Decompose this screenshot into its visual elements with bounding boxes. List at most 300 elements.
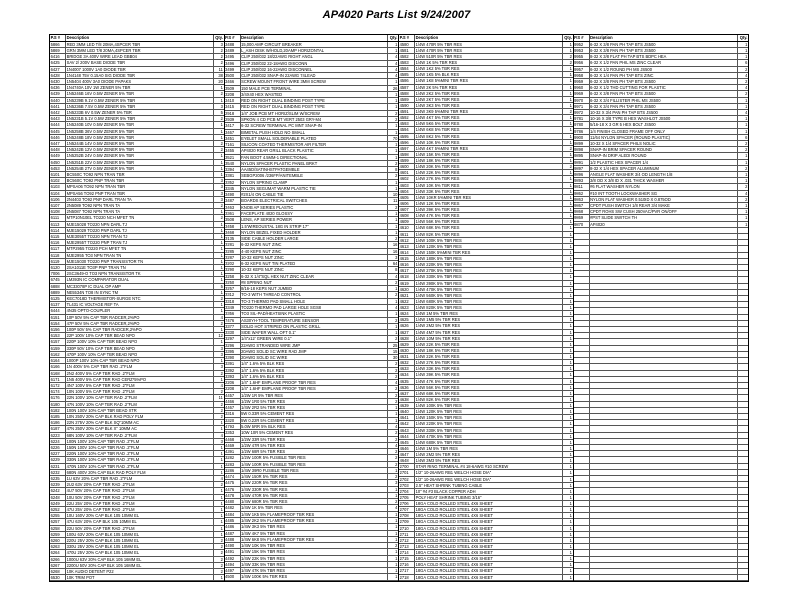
part-quantity: 4: [395, 54, 398, 60]
part-quantity: 1: [220, 128, 223, 134]
part-description: [590, 308, 739, 313]
part-number: 6101: [50, 172, 66, 177]
part-quantity: [738, 389, 748, 394]
part-number: 4639: [399, 403, 415, 408]
part-number: 9960: [574, 85, 590, 90]
part-quantity: [738, 569, 748, 574]
part-description: 2N2 400V 5% CAP TBR RAD .2"FLM: [66, 371, 214, 376]
part-number: [574, 476, 590, 481]
part-description: 1/2W 68R 5% TBR RES: [241, 449, 389, 454]
part-number: 2711: [399, 532, 415, 537]
part-number: 6428: [50, 73, 66, 78]
part-description: [590, 246, 739, 251]
part-number: 3297: [225, 336, 241, 341]
part-quantity: 2: [395, 204, 398, 210]
part-number: 6229: [50, 457, 66, 462]
part-description: 1/4W 22K 5% TBR RES: [415, 170, 563, 175]
part-description: 6-32 SCREW TERMINAL PC MNT SNAP-IN: [241, 123, 389, 128]
part-number: 9898: [574, 147, 590, 152]
part-quantity: 2: [220, 60, 223, 66]
part-quantity: 1: [569, 292, 572, 298]
part-number: 6416: [50, 54, 66, 59]
part-description: KNOB AP SERIES PLASTIC: [241, 205, 389, 210]
part-number: 9952: [574, 42, 590, 47]
part-number: 6151: [50, 315, 66, 320]
part-description: 1/4W 56K 5% TBR RES: [415, 385, 563, 390]
part-number: 3508: [225, 217, 241, 222]
part-description: 470U 25V 20% CAP BLK 105 10MM EL: [66, 550, 214, 555]
part-description: NYLON BEZEL FIXED HOLDER: [241, 230, 389, 235]
part-description: [590, 383, 739, 388]
part-number: 3521: [225, 155, 241, 160]
part-quantity: 1: [569, 188, 572, 194]
part-description: [590, 445, 739, 450]
part-quantity: [738, 439, 748, 444]
part-quantity: [738, 526, 748, 531]
part-quantity: [738, 315, 748, 320]
part-number: 6115: [50, 234, 66, 239]
part-number: 2718: [399, 575, 415, 580]
part-description: SILICON COATED THERMISTOR AIR FILTER: [241, 142, 389, 147]
part-description: #2X1/4 ON CABLE TIE: [241, 192, 389, 197]
part-description: 1/4" 1.6% 5% BLK RES: [241, 361, 389, 366]
part-number: 4648: [399, 458, 415, 463]
part-quantity: 1: [569, 415, 572, 421]
part-quantity: 1: [569, 507, 572, 513]
table-row: [399, 575, 573, 581]
part-quantity: 1: [220, 302, 223, 308]
part-number: 3250: [225, 280, 241, 285]
part-quantity: 2: [395, 499, 398, 505]
part-description: 1/4W 4K7 5%MINI TBR RES: [415, 146, 563, 151]
part-description: 18GA COLD ROLLED STEEL 4X6 SHEET: [415, 532, 563, 537]
part-description: 1/4W 1K 5% TBR RES: [415, 60, 563, 65]
part-number: 6439: [50, 91, 66, 96]
part-number: [574, 371, 590, 376]
part-description: 10-32 X 1/4 SPACER PHILS NOLIC: [590, 141, 739, 146]
part-number: 6154: [50, 321, 66, 326]
part-description: 4U7 50V 20% CAP TBR RAD .2"FLM: [66, 488, 214, 493]
part-quantity: 1: [745, 153, 748, 159]
part-description: [590, 569, 739, 574]
part-description: 2N5087 TO92 NPN TRAN TA: [66, 209, 214, 214]
part-quantity: 2: [395, 398, 398, 404]
part-description: 1/4W 6K8 5% TBR RES: [415, 127, 563, 132]
part-description: 1N5246B 16V 0.5W ZENER 5% TBR: [66, 91, 214, 96]
part-number: [574, 346, 590, 351]
part-number: 6156: [50, 327, 66, 332]
part-description: 1/4W 15K 5% TBR RES: [241, 549, 389, 554]
part-description: [590, 433, 739, 438]
part-number: 3285: [225, 249, 241, 254]
part-quantity: 5: [220, 283, 223, 289]
part-quantity: 1: [569, 66, 572, 72]
part-quantity: 1: [395, 530, 398, 536]
part-quantity: 1: [220, 271, 223, 277]
part-description: 150N 100V 10% CAP TBR RAD .2"FLM: [66, 445, 214, 450]
part-quantity: 1: [569, 280, 572, 286]
part-description: 1/4W 27K 5% TBR RES: [415, 176, 563, 181]
part-quantity: 1: [569, 286, 572, 292]
part-number: 3500: [225, 73, 241, 78]
part-number: 3451: [225, 136, 241, 141]
part-description: [590, 290, 739, 295]
part-description: #PST SLIDE SWITCH TH: [590, 215, 739, 220]
part-number: 6255: [50, 513, 66, 518]
part-description: 220N 100V 10% CAP TBR RAD .2"FLM: [66, 451, 214, 456]
part-quantity: [738, 284, 748, 289]
part-description: TO-3 WITH THREAD CONTROL: [241, 292, 389, 297]
part-number: 4494: [225, 562, 241, 567]
part-quantity: 1: [220, 165, 223, 171]
part-number: 2716: [399, 562, 415, 567]
part-description: 1/4W 680K 5% TBR RES: [415, 440, 563, 445]
part-quantity: 1: [569, 47, 572, 53]
part-description: 1/4W 680R 5% TBR RES: [241, 499, 389, 504]
part-description: 1/4W 2M2 5% TBR RES: [415, 452, 563, 457]
part-quantity: 1: [569, 347, 572, 353]
part-number: 3135: [225, 236, 241, 241]
part-description: 1/4W 10KR 5%MINI TBR RES: [415, 195, 563, 200]
part-description: 20AWG SOLID SC WIRE: [241, 355, 389, 360]
part-number: 9955: [574, 54, 590, 59]
part-number: [574, 563, 590, 568]
part-description: [590, 271, 739, 276]
part-quantity: [738, 296, 748, 301]
part-description: 4-40 KEPS NUT ZINC: [241, 249, 389, 254]
part-description: 1/2W 47R 5% TBR RES: [241, 443, 389, 448]
part-description: NYLON SEGUMAT WARM PLASTIC TIE: [241, 186, 389, 191]
part-quantity: 5: [220, 109, 223, 115]
part-description: [590, 265, 739, 270]
part-quantity: 1: [569, 249, 572, 255]
part-quantity: 2: [395, 367, 398, 373]
part-description: 1/4W 330R 5% TBR RES: [241, 487, 389, 492]
part-quantity: 1: [569, 531, 572, 537]
part-quantity: 1: [220, 209, 223, 215]
part-description: NYLON SPACER PLASTIC PANEL BRKT: [241, 161, 389, 166]
part-description: 1/4"x12' GREEN WIRE 0.1": [241, 336, 389, 341]
part-description: 1/4W 2R2 5% TBR RES: [241, 405, 389, 410]
part-description: [590, 352, 739, 357]
part-quantity: [738, 402, 748, 407]
part-description: [590, 333, 739, 338]
part-quantity: 1: [220, 327, 223, 333]
part-description: 1/4" JOB PCB MT HORIZ/SLIM W/SCREW: [241, 111, 389, 116]
part-quantity: 1: [569, 519, 572, 525]
part-quantity: [738, 445, 748, 450]
part-number: 3393: [225, 374, 241, 379]
part-quantity: 1: [395, 79, 398, 85]
part-quantity: 1: [395, 229, 398, 235]
part-quantity: 2: [220, 147, 223, 153]
part-description: 1/2W 33R 5% TBR RES: [241, 437, 389, 442]
part-description: 1N5404 400V 3A0 DIODE PAPAKS: [66, 79, 214, 84]
part-description: [590, 315, 739, 320]
part-description: [590, 339, 739, 344]
part-quantity: 2: [395, 543, 398, 549]
part-quantity: 2: [395, 361, 398, 367]
part-number: 4485: [225, 518, 241, 523]
part-number: 6224: [50, 439, 66, 444]
part-number: 6530: [50, 575, 66, 580]
header-description: Description: [415, 35, 563, 41]
part-number: 3466: [225, 79, 241, 84]
header-qty: Qty.: [389, 35, 398, 40]
part-number: 4609: [399, 219, 415, 224]
part-description: 8-32 X 3/8 FLAT PH TAP BTS BDPC HEA: [590, 54, 739, 59]
part-number: 2206: [225, 380, 241, 385]
part-description: 1/4W 100R 5% FUSIBLE TBR RES: [241, 462, 389, 467]
part-description: 1N5233B 6V 0.5W ZENER 5% TBR: [66, 110, 214, 115]
part-description: [590, 557, 739, 562]
part-description: 1/4W 220K 5% TBR RES: [415, 421, 563, 426]
part-quantity: 2: [569, 53, 572, 59]
part-description: 1/4W 510R 5% TBR RES: [415, 54, 563, 59]
part-quantity: [738, 265, 748, 270]
part-quantity: [738, 532, 748, 537]
part-description: FAN BOOT 4.5MM-1 DIRECTIONAL: [241, 155, 389, 160]
part-number: 4641: [399, 415, 415, 420]
part-number: 6445: [50, 129, 66, 134]
part-quantity: 3: [220, 190, 223, 196]
part-description: 47U 25V 20% CAP TBR RAD .2"FLM: [66, 507, 214, 512]
part-quantity: 3: [395, 480, 398, 486]
part-description: 6-32 X 3/4 FILLISTER PHIL MS JS500: [590, 98, 739, 103]
part-number: 6153: [50, 333, 66, 338]
part-description: 18GA COLD ROLLED STEEL 4X6 SHEET: [415, 562, 563, 567]
part-description: 1/4W 47K 5% TBR RES: [241, 568, 389, 573]
part-quantity: 1: [569, 158, 572, 164]
part-description: 6-32 KEPS NUT TIN PLATED: [241, 261, 389, 266]
part-number: 2717: [399, 568, 415, 573]
part-number: 6450: [50, 160, 66, 165]
part-description: [590, 228, 739, 233]
part-description: [590, 253, 739, 258]
part-number: 4601: [399, 170, 415, 175]
part-number: [574, 395, 590, 400]
part-quantity: 4: [395, 424, 398, 430]
part-number: 6430: [50, 79, 66, 84]
part-description: 4N35 OPTO-COUPLER: [66, 308, 214, 313]
part-description: 1/4W 33K 5% TBR RES: [415, 189, 563, 194]
part-description: 2N4403 TO92 PNP DARL TRAN TA: [66, 197, 214, 202]
part-number: 6106: [50, 197, 66, 202]
part-number: 4492: [225, 556, 241, 561]
part-quantity: 2: [395, 386, 398, 392]
part-description: MC33078P IC DUAL OP AMP: [66, 284, 214, 289]
part-number: 3290: [225, 267, 241, 272]
part-quantity: [738, 302, 748, 307]
part-quantity: 2: [220, 296, 223, 302]
part-description: 20AWG SOLID SC WIRE RAD JMP: [241, 349, 389, 354]
part-quantity: 1: [220, 519, 223, 525]
part-description: [590, 488, 739, 493]
part-description: [590, 482, 739, 487]
part-quantity: 4: [395, 273, 398, 279]
part-description: 18GA COLD ROLLED STEEL 4X6 SHEET: [415, 550, 563, 555]
part-number: 6436: [50, 85, 66, 90]
part-description: 1/4W 20K 5% TBR RES: [415, 164, 563, 169]
part-description: 1N5236B 7.5V 0.5W ZENER 5% TBR: [66, 104, 214, 109]
header-qty: Qty.: [215, 35, 223, 40]
part-description: [590, 389, 739, 394]
part-number: 4491: [225, 549, 241, 554]
part-quantity: 1: [569, 550, 572, 556]
part-description: 1/4W 4M7 5% TBR RES: [415, 330, 563, 335]
table-row: [50, 575, 224, 581]
part-quantity: [738, 271, 748, 276]
part-number: 2710: [399, 526, 415, 531]
part-number: 3202: [225, 261, 241, 266]
part-quantity: [738, 488, 748, 493]
part-number: [574, 377, 590, 382]
part-description: [590, 507, 739, 512]
part-number: 7161: [225, 142, 241, 147]
part-number: 9896: [574, 172, 590, 177]
part-quantity: 1: [220, 513, 223, 519]
part-description: 1/4W 39K 5% TBR RES: [415, 207, 563, 212]
part-quantity: 1: [220, 97, 223, 103]
part-number: 2701: [399, 470, 415, 475]
part-number: 4595: [399, 134, 415, 139]
part-description: MPSA56 TO92 PNP TRAN TBR: [66, 191, 214, 196]
part-number: [574, 501, 590, 506]
part-description: 10N 250V 20% CAP BLK RAD POLY FLM: [66, 414, 214, 419]
part-number: [574, 240, 590, 245]
part-number: 2702: [399, 477, 415, 482]
part-quantity: [738, 575, 748, 580]
part-description: 10U 50V 20% CAP TBR RAD .2"FLM: [66, 495, 214, 500]
part-quantity: 2: [220, 140, 223, 146]
part-number: 3415: [225, 104, 241, 109]
part-number: 3286: [225, 468, 241, 473]
part-description: 22N 275V 20% CAP BLK SQ"10MM AC: [66, 420, 214, 425]
part-number: 3381: [225, 173, 241, 178]
parts-list-table: [49, 34, 749, 582]
part-description: AP4020: [590, 222, 739, 227]
part-number: 6171: [50, 377, 66, 382]
part-quantity: 1: [220, 376, 223, 382]
part-description: [590, 544, 739, 549]
part-description: 1/4W 1M 5% TBR RES: [415, 446, 563, 451]
part-quantity: 3: [220, 438, 223, 444]
part-quantity: 4: [395, 505, 398, 511]
part-description: [590, 321, 739, 326]
part-quantity: 3: [220, 184, 223, 190]
part-quantity: [738, 482, 748, 487]
part-description: SNAP-IN BRIM SPACER ROUND: [590, 147, 739, 152]
part-quantity: 1: [569, 219, 572, 225]
part-quantity: 8: [395, 167, 398, 173]
part-number: [574, 234, 590, 239]
part-number: 4793: [225, 424, 241, 429]
part-quantity: 2: [395, 455, 398, 461]
part-number: 6231: [50, 464, 66, 469]
part-description: 6-32 X 3/8 PAN PH TAP BTS JS500: [590, 91, 739, 96]
part-number: 6168: [50, 371, 66, 376]
part-quantity: 1: [569, 182, 572, 188]
part-number: 4621: [399, 293, 415, 298]
part-quantity: 16: [392, 242, 398, 248]
part-quantity: [738, 321, 748, 326]
part-description: 6-32 X 3/8 PAN PH TAP BTS JS500: [590, 79, 739, 84]
part-number: 6447: [50, 141, 66, 146]
part-number: 2703: [399, 483, 415, 488]
part-quantity: 1: [569, 194, 572, 200]
part-number: 6114: [50, 228, 66, 233]
part-description: 100N 100V 10% CAP TBR BEAD XTR: [66, 408, 214, 413]
part-description: [590, 563, 739, 568]
part-quantity: 3: [220, 345, 223, 351]
part-number: 6186: [50, 420, 66, 425]
part-quantity: 1: [395, 323, 398, 329]
part-description: 22U 25V 20% CAP TBR RAD .2"FLM: [66, 501, 214, 506]
part-quantity: 2: [395, 173, 398, 179]
part-description: 3/8 OD X 3/8 ID X .031 THICK WASHER: [590, 178, 739, 183]
part-number: [574, 439, 590, 444]
part-quantity: 4: [220, 382, 223, 388]
part-number: 3467: [225, 130, 241, 135]
part-quantity: 2: [220, 203, 223, 209]
part-number: 4629: [399, 342, 415, 347]
header-part: P.S #: [225, 35, 241, 41]
part-quantity: 16: [392, 248, 398, 254]
part-number: [574, 284, 590, 289]
part-number: 6117: [50, 246, 66, 251]
part-number: [574, 532, 590, 537]
part-quantity: [738, 395, 748, 400]
part-description: FACEPLATE 4020 GLOSSY: [241, 211, 389, 216]
part-description: CLIP 250/032 22-18AWG DISCONN: [241, 61, 389, 66]
part-quantity: [738, 408, 748, 413]
part-description: BC550C TO92 NPN TRAN TBR: [66, 172, 214, 177]
part-number: [574, 402, 590, 407]
part-quantity: 2: [395, 449, 398, 455]
part-number: 4583: [399, 60, 415, 65]
part-description: 1/4W 22K 5% TBR RES: [415, 342, 563, 347]
part-number: 6442: [50, 110, 66, 115]
part-description: 15,000 AMP CIRCUIT BREAKER: [241, 42, 389, 47]
part-number: 6232: [50, 470, 66, 475]
part-description: [590, 426, 739, 431]
part-description: 1N5231B 5.1V 0.5W ZENER 5% TBR: [66, 116, 214, 121]
part-number: 4467: [225, 405, 241, 410]
part-quantity: 1: [569, 390, 572, 396]
part-quantity: 1: [220, 444, 223, 450]
part-description: #6 FLAT WASHER NYLON: [590, 184, 739, 189]
part-description: 1N5239B 9.1V 0.5W ZENER 5% TBR: [66, 98, 214, 103]
part-number: 4614: [399, 250, 415, 255]
part-number: [574, 364, 590, 369]
part-description: [590, 538, 739, 543]
part-number: 4638: [399, 397, 415, 402]
part-number: 4488: [225, 537, 241, 542]
table-row: [574, 575, 749, 581]
part-quantity: 1: [569, 329, 572, 335]
part-quantity: 1: [745, 178, 748, 184]
part-quantity: [738, 358, 748, 363]
part-quantity: 1: [220, 252, 223, 258]
part-description: BRIDGE 3A 400V WIRE LEAD GBB04: [66, 54, 214, 59]
part-number: 3312: [225, 292, 241, 297]
part-description: [590, 575, 739, 580]
part-quantity: 1: [395, 511, 398, 517]
part-number: 5869: [50, 48, 66, 53]
part-quantity: 1: [220, 234, 223, 240]
part-description: 1/4W 3K3 5% TBR RES: [241, 524, 389, 529]
part-number: 4646: [399, 446, 415, 451]
